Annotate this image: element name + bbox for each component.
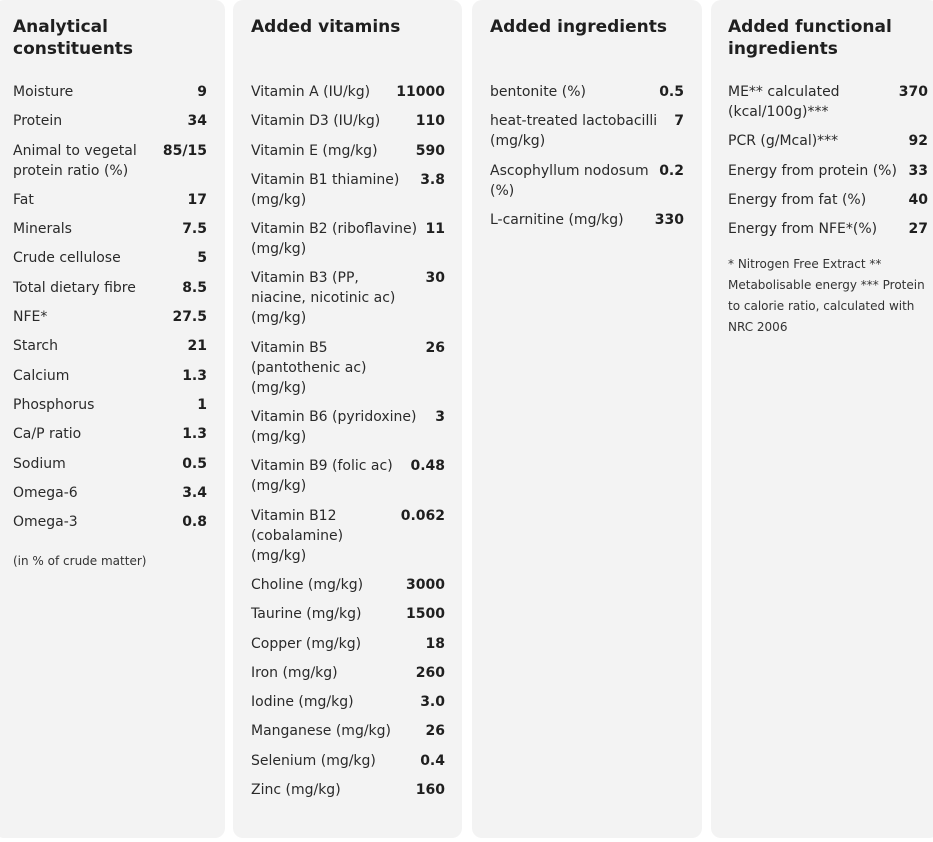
row-value: 1500 — [406, 606, 445, 623]
row-label: Vitamin E (mg/kg) — [251, 142, 378, 159]
row-label: Ascophyllum nodosum (%) — [490, 162, 649, 199]
row-label: Omega-3 — [13, 514, 78, 531]
row-value: 21 — [187, 338, 207, 355]
table-row — [251, 692, 445, 712]
row-value: 11000 — [396, 84, 445, 100]
row-label: Protein — [13, 113, 63, 130]
row-label: Omega-6 — [13, 484, 78, 501]
row-value: 7 — [674, 113, 684, 130]
row-value: 18 — [425, 635, 445, 652]
row-value: 92 — [908, 133, 928, 150]
table-row — [251, 506, 445, 566]
row-value: 160 — [415, 782, 445, 799]
row-value: 26 — [425, 723, 445, 740]
row-value: 0.062 — [400, 507, 445, 524]
row-label: Vitamin B3 (PP, niacine, nicotinic ac) (mg/kg) — [251, 270, 396, 327]
row-value: 26 — [425, 339, 445, 356]
row-label: Taurine (mg/kg) — [251, 606, 362, 623]
row-label: L-carnitine (mg/kg) — [490, 211, 624, 228]
row-value: 330 — [654, 211, 684, 228]
row-value: 8.5 — [182, 279, 207, 296]
row-label: Phosphorus — [13, 396, 95, 413]
table-row — [251, 268, 445, 328]
row-label: ME** calculated (kcal/100g)*** — [728, 84, 840, 120]
row-label: Total dietary fibre — [13, 279, 136, 296]
rows — [490, 82, 684, 239]
row-label: Minerals — [13, 221, 72, 238]
table-row — [251, 111, 445, 131]
row-label: Energy from fat (%) — [728, 191, 867, 208]
row-label: Selenium (mg/kg) — [251, 752, 376, 769]
table-row — [251, 170, 445, 210]
row-value: 0.4 — [420, 752, 445, 769]
row-label: Manganese (mg/kg) — [251, 723, 391, 740]
table-row — [251, 751, 445, 771]
row-value: 0.2 — [659, 162, 684, 179]
table-row — [251, 575, 445, 595]
table-row — [490, 82, 684, 102]
panel-analytical-constituents — [0, 0, 225, 838]
row-label: heat-treated lactobacilli (mg/kg) — [490, 113, 658, 150]
row-label: Moisture — [13, 84, 74, 100]
table-row — [13, 454, 207, 474]
footnote: (in % of crude matter) — [13, 554, 147, 569]
row-label: Calcium — [13, 367, 70, 384]
table-row — [13, 512, 207, 532]
row-label: PCR (g/Mcal)*** — [728, 133, 839, 150]
table-row — [251, 721, 445, 741]
row-value: 0.48 — [410, 458, 445, 475]
row-value: 40 — [908, 191, 928, 208]
row-value: 30 — [425, 270, 445, 287]
row-label: Iodine (mg/kg) — [251, 694, 354, 711]
table-row — [13, 336, 207, 356]
table-row — [251, 338, 445, 398]
row-label: Vitamin B1 thiamine) (mg/kg) — [251, 171, 400, 208]
panel-title: Added functional ingredients — [728, 17, 892, 59]
table-row — [251, 456, 445, 496]
row-value: 3.0 — [420, 694, 445, 711]
panel-title: Added vitamins — [251, 17, 401, 37]
table-row — [728, 82, 928, 122]
row-value: 3.8 — [420, 171, 445, 188]
table-row — [251, 604, 445, 624]
table-row — [13, 82, 207, 102]
row-label: Vitamin B9 (folic ac) (mg/kg) — [251, 458, 393, 495]
panel-added-functional-ingredients — [711, 0, 933, 838]
row-value: 260 — [415, 664, 445, 681]
row-value: 590 — [415, 142, 445, 159]
row-value: 27 — [908, 221, 928, 238]
row-value: 1 — [197, 396, 207, 413]
row-label: Sodium — [13, 455, 66, 472]
table-row — [251, 780, 445, 800]
table-row — [728, 190, 928, 210]
row-value: 0.8 — [182, 514, 207, 531]
row-label: NFE* — [13, 309, 48, 326]
rows — [251, 82, 445, 809]
row-value: 11 — [425, 221, 445, 238]
row-label: Choline (mg/kg) — [251, 576, 364, 593]
row-value: 3000 — [406, 576, 445, 593]
row-value: 110 — [415, 113, 445, 130]
table-row — [13, 141, 207, 181]
row-value: 85/15 — [162, 142, 207, 159]
table-row — [490, 111, 684, 151]
row-label: Energy from protein (%) — [728, 162, 897, 179]
table-row — [251, 634, 445, 654]
table-row — [251, 82, 445, 102]
table-row — [490, 210, 684, 230]
table-row — [728, 161, 928, 181]
table-row — [13, 190, 207, 210]
row-value: 9 — [197, 84, 207, 100]
row-value: 0.5 — [659, 84, 684, 100]
row-label: Vitamin B5 (pantothenic ac) (mg/kg) — [251, 339, 367, 396]
rows — [728, 82, 928, 248]
table-row — [13, 366, 207, 386]
table-row — [251, 407, 445, 447]
row-label: Vitamin A (IU/kg) — [251, 84, 371, 100]
row-label: Zinc (mg/kg) — [251, 782, 341, 799]
row-label: Energy from NFE*(%) — [728, 221, 878, 238]
table-row — [13, 111, 207, 131]
row-value: 1.3 — [182, 426, 207, 443]
table-row — [728, 131, 928, 151]
row-value: 3 — [435, 409, 445, 426]
row-value: 33 — [908, 162, 928, 179]
row-value: 0.5 — [182, 455, 207, 472]
table-row — [13, 307, 207, 327]
footnote: * Nitrogen Free Extract ** Metabolisable energy *** Protein to calorie ratio, calculated with NRC 2006 — [728, 257, 925, 335]
row-value: 1.3 — [182, 367, 207, 384]
row-label: Animal to vegetal protein ratio (%) — [13, 142, 137, 179]
panel-title: Analytical constituents — [13, 17, 134, 59]
row-label: Starch — [13, 338, 58, 355]
row-label: Vitamin D3 (IU/kg) — [251, 113, 381, 130]
table-row — [251, 141, 445, 161]
table-row — [13, 219, 207, 239]
row-value: 7.5 — [182, 221, 207, 238]
row-value: 34 — [187, 113, 207, 130]
row-label: Vitamin B6 (pyridoxine) (mg/kg) — [251, 409, 417, 446]
table-row — [251, 663, 445, 683]
row-label: Iron (mg/kg) — [251, 664, 338, 681]
row-label: Ca/P ratio — [13, 426, 82, 443]
table-row — [13, 248, 207, 268]
row-value: 27.5 — [172, 309, 207, 326]
row-value: 3.4 — [182, 484, 207, 501]
table-row — [490, 161, 684, 201]
panel-added-ingredients — [472, 0, 702, 838]
row-label: Vitamin B2 (riboflavine) (mg/kg) — [251, 221, 418, 258]
row-value: 17 — [187, 191, 207, 208]
table-row — [13, 424, 207, 444]
table-row — [13, 278, 207, 298]
row-label: Crude cellulose — [13, 250, 121, 267]
table-row — [728, 219, 928, 239]
row-label: Fat — [13, 191, 34, 208]
row-label: Vitamin B12 (cobalamine) (mg/kg) — [251, 507, 344, 564]
rows — [13, 82, 207, 541]
table-row — [13, 483, 207, 503]
row-value: 5 — [197, 250, 207, 267]
panel-title: Added ingredients — [490, 17, 667, 37]
table-row — [13, 395, 207, 415]
row-value: 370 — [898, 84, 928, 100]
row-label: Copper (mg/kg) — [251, 635, 362, 652]
table-row — [251, 219, 445, 259]
row-label: bentonite (%) — [490, 84, 586, 100]
panel-added-vitamins — [233, 0, 462, 838]
